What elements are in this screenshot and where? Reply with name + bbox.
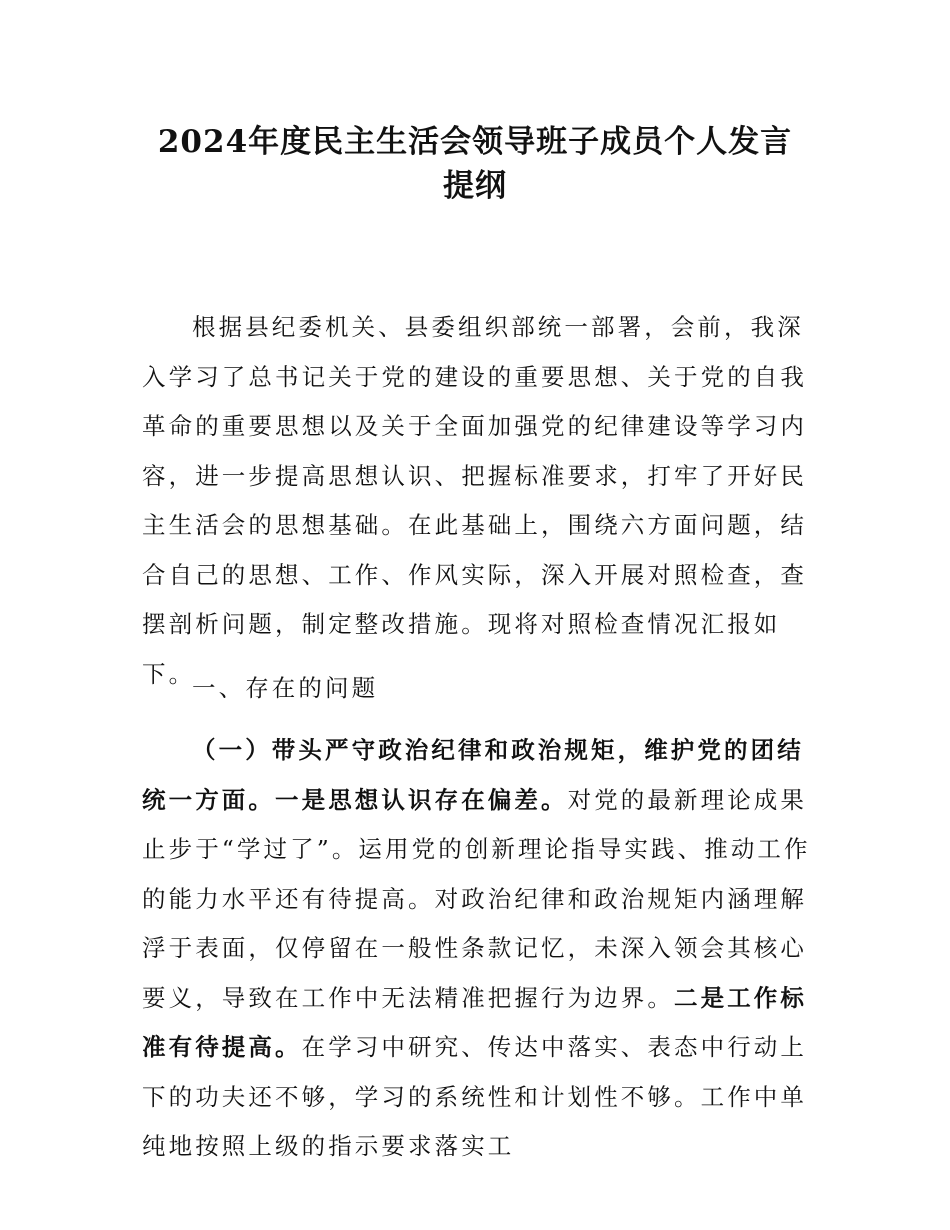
point-1-title: 一是思想认识存在偏差。: [275, 785, 568, 814]
subsection-heading: （一）带头严守政治纪律和政治规矩，维护党的团结统一方面。: [142, 736, 804, 814]
subsection-paragraph: [142, 726, 822, 1172]
point-2-title: 二是工作标准有待提高。: [142, 983, 807, 1061]
point-2-text: 在学习中研究、传达中落实、表态中行动上下的功夫还不够，学习的系统性和计划性不够。工作中单纯地按照上级的指示要求落实工: [142, 1033, 808, 1160]
point-1-text: 对党的最新理论成果止步于“学过了”。运用党的创新理论指导实践、推动工作的能力水平还有待提高。对政治纪律和政治规矩内涵理解浮于表面，仅停留在一般性条款记忆，未深入领会其核心要义，导致在工作中无法精准把握行为边界。: [142, 785, 811, 1012]
document-title-line-1: 2024年度民主生活会领导班子成员个人发言: [157, 124, 793, 160]
intro-paragraph: [142, 303, 822, 699]
section-heading: [142, 664, 822, 714]
section-heading-text: 一、存在的问题: [192, 674, 379, 702]
document-title-line-2: 提纲: [443, 168, 507, 204]
intro-paragraph-text: 根据县纪委机关、县委组织部统一部署，会前，我深入学习了总书记关于党的建设的重要思想、关于党的自我革命的重要思想以及关于全面加强党的纪律建设等学习内容，进一步提高思想认识、把握标准要求，打牢了开好民主生活会的思想基础。在此基础上，围绕六方面问题，结合自己的思想、工作、作风实际，深入开展对照检查，查摆剖析问题，制定整改措施。现将对照检查情况汇报如下。: [142, 313, 807, 688]
